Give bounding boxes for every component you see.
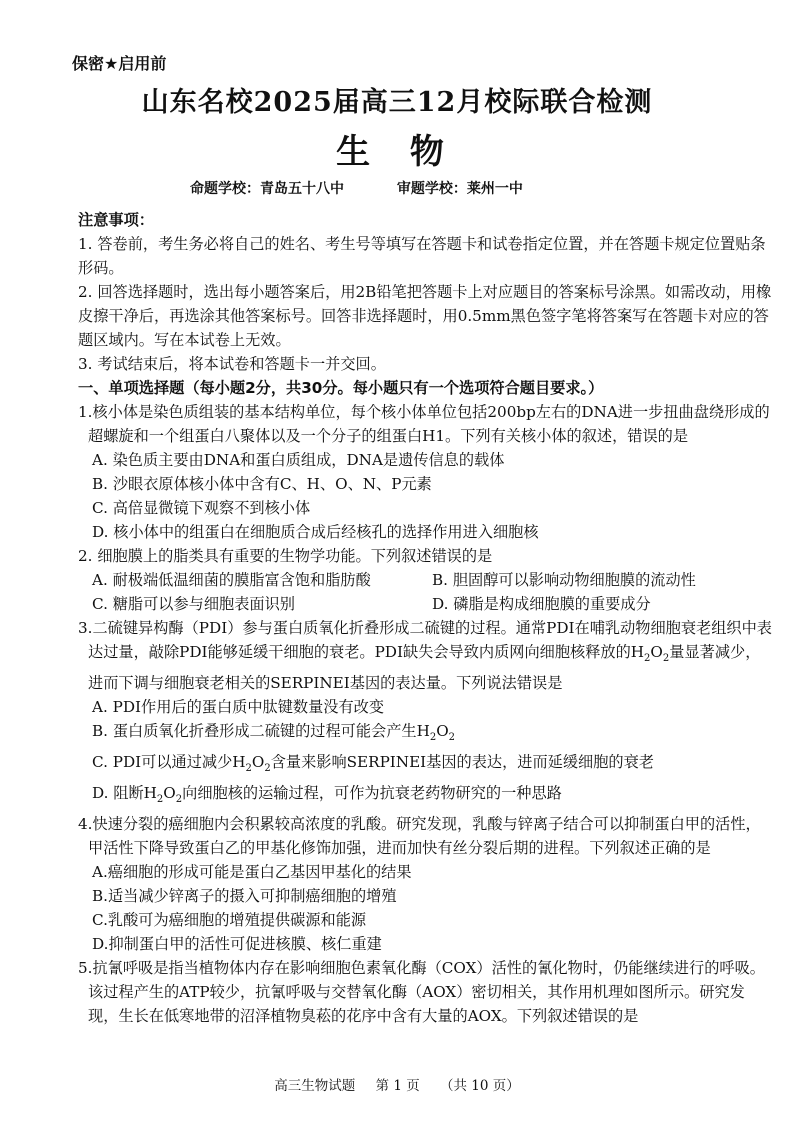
exam-content bbox=[78, 208, 772, 1028]
question-2-option-c: C. 糖脂可以参与细胞表面识别 bbox=[92, 595, 295, 613]
question-1-stem: 1.核小体是染色质组装的基本结构单位，每个核小体单位包括200bp左右的DNA进一步扭曲盘绕形成的超螺旋和一个组蛋白八聚体以及一个分子的组蛋白H1。下列有关核小体的叙述，错误的是 bbox=[78, 403, 770, 445]
exam-title: 山东名校2025届高三12月校际联合检测 bbox=[141, 87, 653, 118]
page-footer bbox=[0, 1074, 794, 1094]
question-2-option-a: A. 耐极端低温细菌的膜脂富含饱和脂肪酸 bbox=[92, 571, 371, 589]
question-1-option-b: B. 沙眼衣原体核小体中含有C、H、O、N、P元素 bbox=[92, 475, 432, 493]
question-1-option-a: A. 染色质主要由DNA和蛋白质组成，DNA是遗传信息的载体 bbox=[92, 451, 505, 469]
question-2-options-row-2 bbox=[78, 592, 772, 616]
question-4-option-c: C.乳酸可为癌细胞的增殖提供碳源和能源 bbox=[92, 911, 367, 930]
notice-item-3: 3. 考试结束后，将本试卷和答题卡一并交回。 bbox=[78, 355, 386, 373]
footer-exam-name: 高三生物试题 bbox=[274, 1078, 356, 1094]
question-3-option-d: D. 阻断$H_2O_2$向细胞核的运输过程，可作为抗衰老药物研究的一种思路 bbox=[92, 784, 562, 806]
question-2-stem: 2. 细胞膜上的脂类具有重要的生物学功能。下列叙述错误的是 bbox=[78, 547, 493, 565]
question-5-stem: 5.抗氰呼吸是指当植物体内存在影响细胞色素氧化酶（COX）活性的氰化物时，仍能继续进行的呼吸。该过程产生的ATP较少，抗氰呼吸与交替氧化酶（AOX）密切相关，其作用机理如图所示。研究发现，生长在低寒地带的沼泽植物臭菘的花序中含有大量的AOX。下列叙述错误的是 bbox=[78, 959, 765, 1026]
question-4-option-a: A.癌细胞的形成可能是蛋白乙基因甲基化的结果 bbox=[92, 863, 412, 882]
notice-item-2: 2. 回答选择题时，选出每小题答案后，用2B铅笔把答题卡上对应题目的答案标号涂黑。如需改动，用橡皮擦干净后，再选涂其他答案标号。回答非选择题时，用0.5mm黑色签字笔将答案写在答题卡对应的答题区域内。写在本试卷上无效。 bbox=[78, 283, 772, 349]
question-1-option-c: C. 高倍显微镜下观察不到核小体 bbox=[92, 499, 311, 517]
question-3-option-b: B. 蛋白质氧化折叠形成二硫键的过程可能会产生$H_2O_2$ bbox=[92, 722, 456, 744]
question-4-option-d: D.抑制蛋白甲的活性可促进核膜、核仁重建 bbox=[92, 935, 382, 954]
question-3-stem: 3.二硫键异构酶（PDI）参与蛋白质氧化折叠形成二硫键的过程。通常PDI在哺乳动物细胞衰老组织中表达过量，敲除PDI能够延缓干细胞的衰老。PDI缺失会导致内质网向细胞核释放的$H_2O_2$量显著减少，进而下调与细胞衰老相关的SERPINEI基因的表达量。下列说法错误是 bbox=[78, 619, 772, 693]
notice-item-1: 1. 答卷前，考生务必将自己的姓名、考生号等填写在答题卡和试卷指定位置，并在答题卡规定位置贴条形码。 bbox=[78, 235, 766, 277]
question-3-option-c: C. PDI可以通过减少$H_2O_2$含量来影响SERPINEI基因的表达，进而延缓细胞的衰老 bbox=[92, 753, 654, 775]
subject-text: 生 物 bbox=[336, 132, 458, 172]
reviewer-school: 审题学校：莱州一中 bbox=[396, 181, 523, 197]
question-4-option-b: B.适当减少锌离子的摄入可抑制癌细胞的增殖 bbox=[92, 887, 397, 906]
confidential-label: 保密★启用前 bbox=[72, 54, 167, 73]
section-heading: 一、单项选择题（每小题2分，共30分。每小题只有一个选项符合题目要求。） bbox=[78, 379, 604, 397]
question-1-option-d: D. 核小体中的组蛋白在细胞质合成后经核孔的选择作用进入细胞核 bbox=[92, 523, 539, 541]
question-3-option-a: A. PDI作用后的蛋白质中肽键数量没有改变 bbox=[92, 698, 385, 717]
question-4-stem: 4.快速分裂的癌细胞内会积累较高浓度的乳酸。研究发现，乳酸与锌离子结合可以抑制蛋白甲的活性，甲活性下降导致蛋白乙的甲基化修饰加强，进而加快有丝分裂后期的进程。下列叙述正确的是 bbox=[78, 815, 761, 858]
footer-total-pages: （共 10 页） bbox=[440, 1078, 520, 1094]
question-2-option-b: B. 胆固醇可以影响动物细胞膜的流动性 bbox=[432, 571, 696, 589]
setter-school: 命题学校：青岛五十八中 bbox=[190, 181, 344, 197]
school-info bbox=[190, 178, 571, 198]
footer-page-number: 第 1 页 bbox=[375, 1078, 420, 1094]
subject-title bbox=[0, 124, 794, 173]
question-2-options-row-1 bbox=[78, 568, 772, 592]
question-2-option-d: D. 磷脂是构成细胞膜的重要成分 bbox=[432, 595, 651, 613]
notice-heading: 注意事项： bbox=[78, 211, 154, 229]
